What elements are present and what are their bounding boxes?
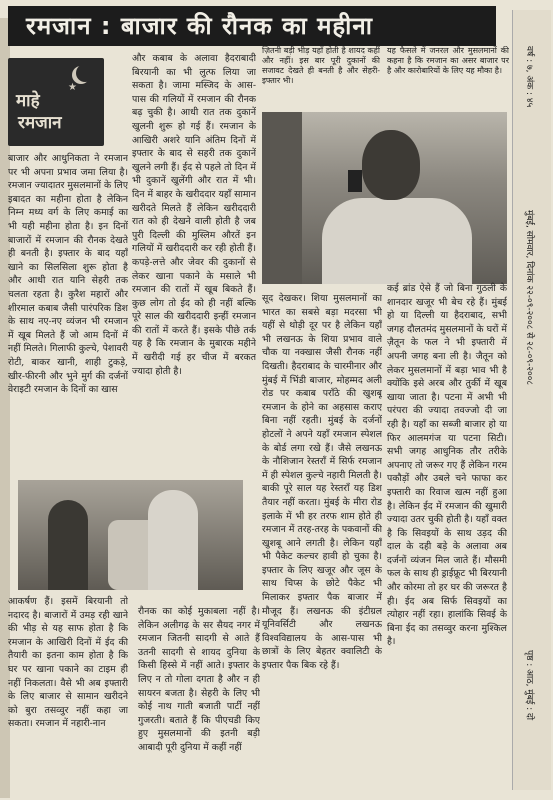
article-bottom-2: रौनक का कोई मुकाबला नहीं है। लेकिन अलीगढ़ के सर सैयद नगर में रमजान जितनी सादगी से आते हैं उतनी सादगी से शायद दुनिया के किसी हिस्से में नहीं आते। इफ्तार के लिए न तो गोला दगता है और न ही सायरन बजता है। सेहरी के लिए भी कोई नाथ गाती बजाती पार्टी नहीं गुजरती। बताते हैं कि पीएचडी किए हुए मुसलमानों की इतनी बड़ी आबादी पूरी दुनिया में कहीं नहीं	[138, 606, 260, 753]
logo-line2: रमजान	[18, 113, 62, 133]
phone-icon	[348, 170, 362, 192]
star-icon: ★	[68, 82, 77, 93]
logo-line1: माहे	[16, 91, 40, 111]
article-column-2: और कबाब के अलावा हैदराबादी बिरयानी का भी लुत्फ लिया जा सकता है। जामा मस्जिद के आस-पास की गलियों में रमजान की रौनक बढ़ चुकी है। आधी रात तक दुकानें खुलनी शुरू हो गई हैं। रमजान के आखिरी अशरे यानि अंतिम दिनों में इफ्तार के बाद से सहरी तक दुकानें खुलने लगी हैं। ईद से पहले तो दिन में भी दुकानें खुलेंगी और रात में भी। दिन में बाहर के खरीददार यहाँ सामान खरीदते मिलते हैं लेकिन खरीददारी रात को ही देखने वाली होती है जब पुरी दिल्ली की मुस्लिम औरतें इन गलियों में खरीददारी कर रही होती हैं। कपड़े-लत्ते और जेवर की दुकानों से लेकर खाना पकाने के मसाले भी रमजान की रातों में खूब बिकते हैं। कुछ लोग तो ईद को ही नहीं बल्कि पूरे साल की खरीददारी इन्हीं रमजान की रातों में करते हैं। इसके पीछे तर्क यह है कि रमजान के मुबारक महीने में खरीदी गई हर चीज में बरकत ज्यादा होती है।	[132, 53, 256, 377]
date-line: मुंबई, सोमवार, दिनांक २२-०९-२००८ से २८-०९-२००८	[524, 210, 534, 386]
ramzan-logo	[8, 58, 104, 146]
page-info: पृष्ठ : आठ, मुंबई : दो	[524, 650, 534, 721]
headline: रमजान : बाजार की रौनक का महीना	[8, 6, 496, 46]
crescent-moon-icon	[76, 64, 94, 82]
right-info-strip	[512, 10, 551, 790]
issue-info: वर्ष : ७, अंक : ४५	[524, 46, 534, 108]
photo-market-scene	[18, 480, 243, 590]
article-column-1: बाजार और आधुनिकता ने रमजान पर भी अपना प्रभाव जमा लिया है। रमजान ज्यादातर मुसलमानों के लिए इबादत का महीना होता है लेकिन निम्न मध्य वर्ग के लिए कमाई का भी यही महीना होता है। इन दिनों बाजारों में रमजान की रौनक देखते ही बनती है। इफ्तार के बाद यहाँ खाने का सिलसिला शुरू होता है और आधी रात यानि सेहरी तक चलता रहता है। कुरैश महारों और शीरमाल कबाब जैसी पारंपरिक डिश के साथ नए-नए व्यंजन भी रमजान में खूब मिलते हैं जो आम दिनों में नहीं मिलते। गिलाफी कुल्चे, पेशावरी रोटी, बाकर खानी, शाही टुकड़े, खीर-फीरनी और भुने मुर्ग की दर्जनों वेराइटी रमजान के दिनों का खास	[8, 153, 128, 396]
article-bottom-1: आकर्षण हैं। इसमें बिरयानी तो नदारद है। बाजारों में उमड़ रही खाने की भीड़ से यह साफ होता है कि रमजान के आखिरी दिनों में ईद की तैयारी का इतना काम होता है कि घर पर खाना पकाने का टाइम ही नहीं निकलता। वैसे भी अब इफ्तारी के लिए बाजार से सामान खरीदने को बुरा तसव्वुर नहीं कहा जा सकता। रमजान में नहारी-नान	[8, 596, 128, 730]
article-column-3: सूद देखकर। शिया मुसलमानों का भारत का सबसे बड़ा मदरसा भी यहीं से थोड़ी दूर पर है लेकिन यहाँ भी लखनऊ के शिया प्रभाव वाले चौक या नक्खास जैसी रौनक नहीं दिखती। हैदराबाद के चारमीनार और मुंबई में भिंडी बाजार, मोहम्मद अली रोड पर कबाब पराँठे की खुशबू रमजान के होने का अहसास कराए बिना नहीं रहती। मुंबई के दर्जनों होटलों ने अपने यहाँ रमजान स्पेशल के बोर्ड लगा रखे हैं। जैसे लखनऊ के नौशिजान रेस्तराँ में सिर्फ रमजान में ही स्पेशल कुल्चे नहारी मिलती है। बाकी पूरे साल यह रेस्तराँ यह डिश तैयार नहीं करता। मुंबई के मीरा रोड इलाके में भी हर तरफ शाम होते ही रमजान में तरह-तरह के पकवानों की खुशबू आने लगती है। लेकिन यहाँ भी पैकेट कल्चर हावी हो चुका है। इफ्तार के लिए खजूर और जूस के साथ चिप्स के छोटे पैकेट भी मिलाकर इफ्तार पैक बाजार में मौजूद हैं। लखनऊ की इंटीग्रल यूनिवर्सिटी और लखनऊ विश्वविद्यालय के आस-पास भी छात्रों के लिए बेहतर क्वालिटी के इफ्तार पैक बिक रहे हैं।	[262, 293, 382, 672]
spacer	[246, 478, 260, 479]
article-top-4: यह फैसले में जनरल और मुसलमानों की कहना है कि रमजान का असर बाजार पर है और कारोबारियों के लिए यह मौका है।	[387, 46, 509, 75]
article-top-3: ज़ितनी बड़ी भीड़ यहाँ होती है शायद कहीं और नहीं। इस बार पूरी दुकानों की सजावट देखते ही बनती है और सेहरी-इफ्तार भी।	[262, 46, 380, 85]
article-column-4: कई ब्रांड ऐसे हैं जो बिना गुठली के शानदार खजूर भी बेच रहे हैं। मुंबई हो या दिल्ली या हैदराबाद, सभी जगह दौलतमंद मुसलमानों के घरों में ज़ैतून के फल ने भी इफ्तारी में अपनी जगह बना ली है। जैतून को लेकर मुसलमानों में बड़ा भाव भी है क्योंकि इसे अरब और तुर्की में खूब खाया जाता है। पटना में अभी भी परंपरा की ज्यादा तवज्जो दी जा रही है। यहाँ का सब्जी बाजार हो या फिर आलमगंज या पटना सिटी। सभी जगह आधुनिक तौर तरीके अपनाए तो जरूर गए हैं लेकिन गरम पकौड़ों और उबले चने फाफा कर इफ्तारी का रिवाज खत्म नहीं हुआ है। लेकिन ईद में रमजान की खुमारी ज्यादा उतर चुकी होती है। यहाँ वक्त है कि सिवइयों के साथ उड़द की दाल के दही बड़े के अलावा अब दर्जनों व्यंजन मिल जाते हैं। मौसमी फल के साथ ही ड्राईफ्रूट भी बिरयानी और कोरमा तो हर घर की जरूरत है ही। ईद अब सिर्फ सिवइयों का त्योहार नहीं रहा। हालांकि सिवई के बिना ईद का तसव्वुर करना मुश्किल है।	[387, 283, 507, 648]
photo-man-on-phone	[262, 112, 507, 284]
